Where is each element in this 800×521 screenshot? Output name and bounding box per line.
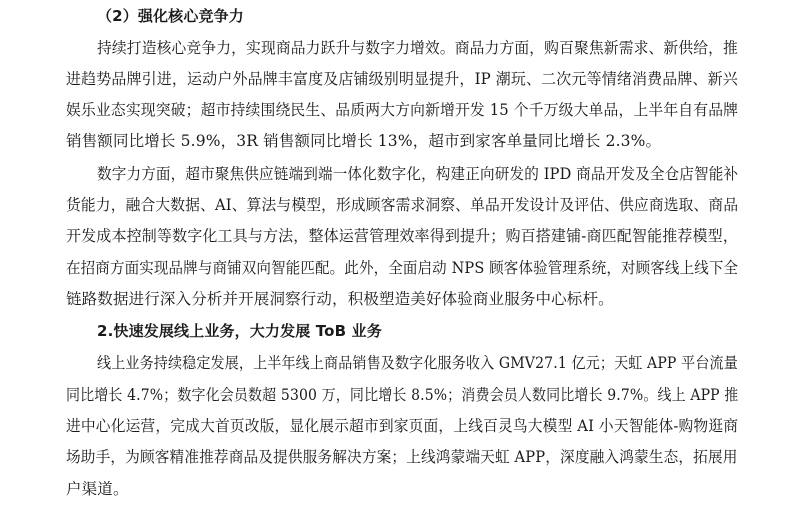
paragraph-line: 销售额同比增长 5.9%，3R 销售额同比增长 13%，超市到家客单量同比增长 2.3%。	[66, 132, 662, 150]
paragraph-line: 货能力，融合大数据、AI、算法与模型，形成顾客需求洞察、单品开发设计及评估、供应商选取、商品	[66, 196, 739, 214]
paragraph-line: 在招商方面实现品牌与商铺双向智能匹配。此外，全面启动 NPS 顾客体验管理系统，对顾客线上线下全	[66, 259, 739, 277]
paragraph-line: 开发成本控制等数字化工具与方法，整体运营管理效率得到提升；购百搭建铺-商匹配智能推荐模型，	[66, 227, 738, 245]
paragraph-line: 场助手，为顾客精准推荐商品及提供服务解决方案；上线鸿蒙端天虹 APP，深度融入鸿蒙生态，拓展用	[66, 448, 738, 466]
paragraph-line: 线上业务持续稳定发展，上半年线上商品销售及数字化服务收入 GMV27.1 亿元；天虹 APP 平台流量	[97, 354, 738, 372]
paragraph-line: 链路数据进行深入分析并开展洞察行动，积极塑造美好体验商业服务中心标杆。	[66, 290, 614, 308]
paragraph-line: 户渠道。	[66, 480, 129, 498]
paragraph-line: 进中心化运营，完成大首页改版，显化展示超市到家页面，上线百灵鸟大模型 AI 小天智能体-购物逛商	[66, 417, 739, 435]
paragraph-line: 进趋势品牌引进，运动户外品牌丰富度及店铺级别明显提升，IP 潮玩、二次元等情绪消费品牌、新兴	[66, 70, 738, 88]
paragraph-line: 数字力方面，超市聚焦供应链端到端一体化数字化，构建正向研发的 IPD 商品开发及全仓店智能补	[97, 165, 739, 183]
paragraph-line: 同比增长 4.7%；数字化会员数超 5300 万，同比增长 8.5%；消费会员人数同比增长 9.7%。线上 APP 推	[66, 386, 739, 404]
paragraph-line: 娱乐业态实现突破；超市持续围绕民生、品质两大方向新增开发 15 个千万级大单品，上半年自有品牌	[66, 101, 739, 119]
section-heading-core-competitiveness: （2）强化核心竞争力	[97, 7, 244, 25]
section-heading-online-business: 2.快速发展线上业务，大力发展 ToB 业务	[97, 322, 382, 340]
paragraph-line: 持续打造核心竞争力，实现商品力跃升与数字力增效。商品力方面，购百聚焦新需求、新供给，推	[97, 39, 738, 57]
